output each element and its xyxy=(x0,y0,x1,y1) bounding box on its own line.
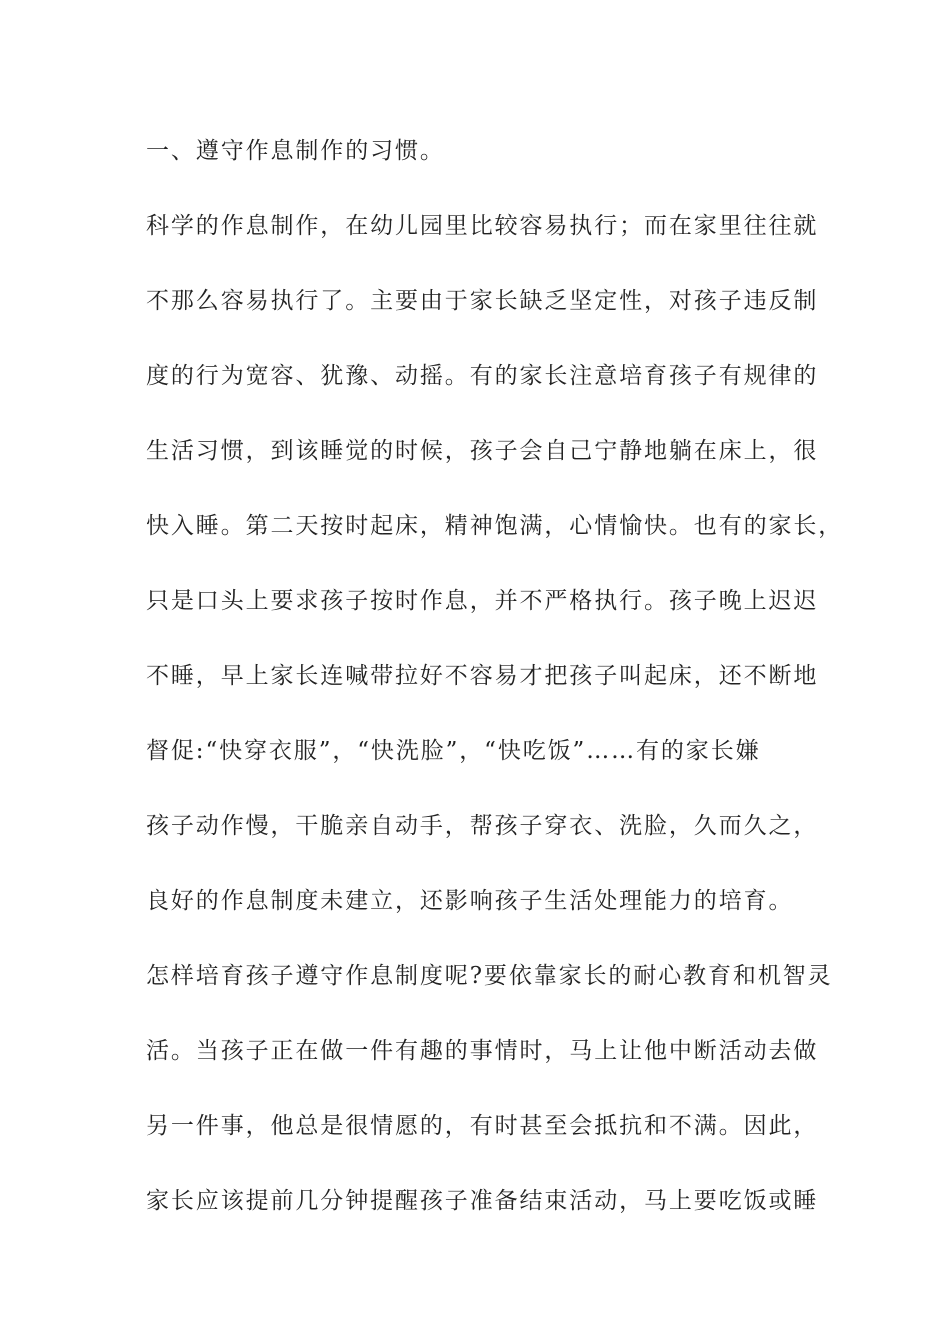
paragraph-line: 科学的作息制作，在幼儿园里比较容易执行；而在家里往往就 xyxy=(146,213,819,239)
paragraph-line: 家长应该提前几分钟提醒孩子准备结束活动，马上要吃饭或睡 xyxy=(146,1188,819,1214)
section-heading: 一、遵守作息制作的习惯。 xyxy=(146,138,445,164)
paragraph-line: 只是口头上要求孩子按时作息，并不严格执行。孩子晚上迟迟 xyxy=(146,588,819,614)
paragraph-line: 活。当孩子正在做一件有趣的事情时，马上让他中断活动去做 xyxy=(146,1038,819,1064)
paragraph-line: 另一件事，他总是很情愿的，有时甚至会抵抗和不满。因此， xyxy=(146,1113,819,1139)
paragraph-line: 不睡，早上家长连喊带拉好不容易才把孩子叫起床，还不断地 xyxy=(146,663,819,689)
paragraph-line: 督促:“快穿衣服”，“快洗脸”，“快吃饭”……有的家长嫌 xyxy=(146,738,761,764)
paragraph-line: 生活习惯，到该睡觉的时候，孩子会自己宁静地躺在床上，很 xyxy=(146,438,819,464)
paragraph-line: 不那么容易执行了。主要由于家长缺乏坚定性，对孩子违反制 xyxy=(146,288,819,314)
paragraph-line: 度的行为宽容、犹豫、动摇。有的家长注意培育孩子有规律的 xyxy=(146,363,819,389)
paragraph-line: 孩子动作慢，干脆亲自动手，帮孩子穿衣、洗脸，久而久之， xyxy=(146,813,819,839)
paragraph-line: 良好的作息制度未建立，还影响孩子生活处理能力的培育。 xyxy=(146,888,794,914)
paragraph-line: 快入睡。第二天按时起床，精神饱满，心情愉快。也有的家长， xyxy=(146,513,844,539)
paragraph-line: 怎样培育孩子遵守作息制度呢?要依靠家长的耐心教育和机智灵 xyxy=(146,963,833,989)
